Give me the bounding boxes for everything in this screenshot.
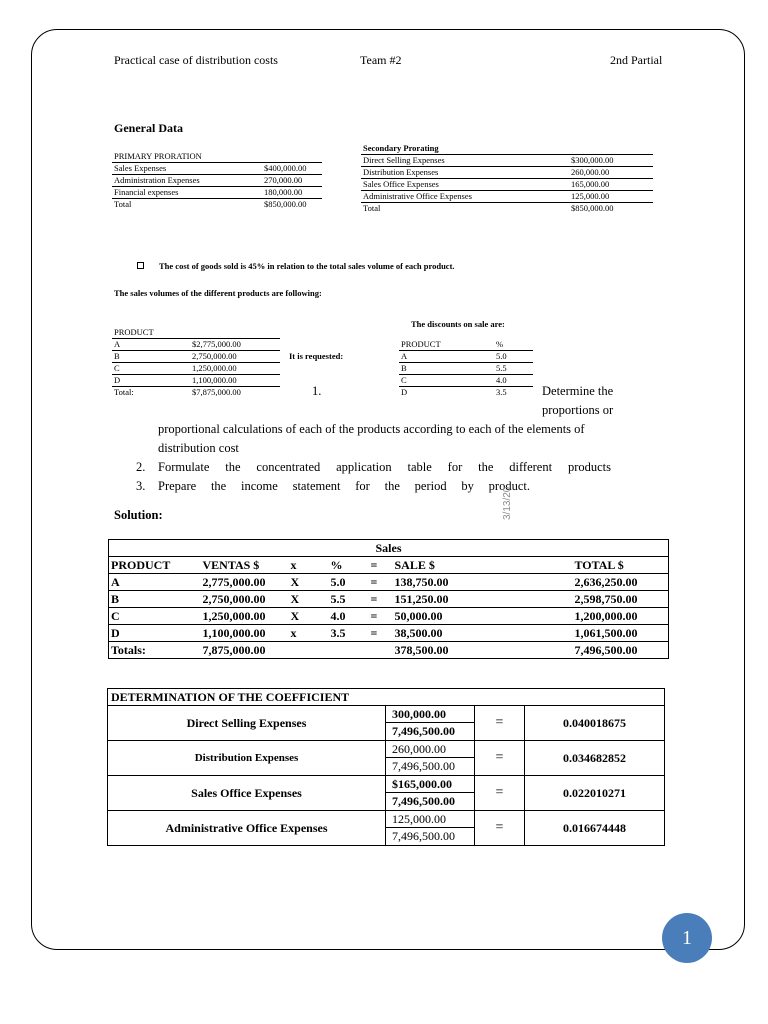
sales-cell: 38,500.00 [393, 625, 573, 642]
sales-cell: 1,200,000.00 [573, 608, 669, 625]
coefficient-fraction [386, 811, 475, 846]
volume-product: B [112, 350, 190, 362]
sales-total-cell: Totals: [111, 643, 146, 657]
secondary-value: $850,000.00 [571, 203, 614, 213]
sales-total-cell [289, 642, 329, 659]
coefficient-numerator: 125,000.00 [386, 811, 474, 828]
sales-header: VENTAS $ [201, 557, 289, 574]
secondary-label: Administrative Office Expenses [361, 190, 569, 202]
volume-value: 1,100,000.00 [190, 374, 280, 386]
sales-cell: X [289, 574, 329, 591]
request-text: proportions or [542, 403, 614, 417]
sales-cell: D [109, 625, 201, 642]
table-row [109, 591, 669, 608]
primary-value: 270,000.00 [262, 174, 322, 186]
request-number: 3. [136, 479, 146, 493]
coefficient-numerator: $165,000.00 [386, 776, 474, 793]
volume-product: A [112, 338, 190, 350]
secondary-value: 260,000.00 [569, 166, 653, 178]
sales-header: % [329, 557, 369, 574]
sales-cell: C [109, 608, 201, 625]
sales-cell: B [109, 591, 201, 608]
sales-cell: 4.0 [329, 608, 369, 625]
sales-cell: X [289, 591, 329, 608]
sales-cell: 2,750,000.00 [201, 591, 289, 608]
primary-label: Financial expenses [112, 186, 262, 198]
sales-header: PRODUCT [109, 557, 201, 574]
sales-cell: 138,750.00 [393, 574, 573, 591]
primary-proration-table [112, 150, 322, 210]
request-number: 2. [136, 460, 146, 474]
sales-cell: = [369, 574, 393, 591]
coefficient-label: Distribution Expenses [108, 741, 386, 776]
coefficient-table [107, 688, 665, 846]
sales-cell: 5.5 [329, 591, 369, 608]
solution-heading: Solution: [114, 508, 163, 522]
sales-cell: 5.0 [329, 574, 369, 591]
volume-value: $7,875,000.00 [192, 387, 241, 397]
coefficient-fraction [386, 776, 475, 811]
sales-cell: = [369, 625, 393, 642]
discounts-col-pct: % [494, 338, 533, 350]
sales-header: x [289, 557, 329, 574]
discount-pct: 4.0 [494, 374, 533, 386]
coefficient-result: 0.022010271 [525, 776, 665, 811]
request-text: Determine the [542, 384, 614, 398]
coefficient-denominator: 7,496,500.00 [392, 794, 455, 808]
discount-product: D [401, 387, 408, 397]
secondary-caption: Secondary Prorating [361, 142, 653, 154]
request-text: distribution cost [158, 441, 239, 455]
sales-cell: 1,100,000.00 [201, 625, 289, 642]
secondary-value: 125,000.00 [569, 190, 653, 202]
sales-cell: 2,598,750.00 [573, 591, 669, 608]
secondary-label: Direct Selling Expenses [361, 154, 569, 166]
equals-sign: = [475, 706, 525, 741]
request-text: proportional calculations of each of the products according to each of the elements of [158, 422, 585, 436]
sales-cell: 2,636,250.00 [573, 574, 669, 591]
sales-cell: x [289, 625, 329, 642]
cost-note: The cost of goods sold is 45% in relation to the total sales volume of each product. [159, 261, 455, 271]
volume-value: 1,250,000.00 [190, 362, 280, 374]
discount-product: A [399, 350, 494, 362]
general-data-heading: General Data [114, 121, 183, 135]
primary-label: Total [114, 199, 132, 209]
coefficient-numerator: 300,000.00 [386, 706, 474, 723]
sales-cell: 151,250.00 [393, 591, 573, 608]
coefficient-result: 0.034682852 [525, 741, 665, 776]
coefficient-title: DETERMINATION OF THE COEFFICIENT [108, 689, 665, 706]
coefficient-row [108, 776, 665, 811]
primary-label: Sales Expenses [112, 162, 262, 174]
equals-sign: = [475, 776, 525, 811]
coefficient-row [108, 741, 665, 776]
table-row [109, 574, 669, 591]
volume-product: Total: [114, 387, 134, 397]
table-row [109, 608, 669, 625]
request-text: Formulate the concentrated application table for the different products [158, 460, 611, 474]
sales-volumes-intro: The sales volumes of the different products are following: [114, 288, 322, 298]
sales-cell: X [289, 608, 329, 625]
discounts-title: The discounts on sale are: [411, 319, 505, 329]
request-number: 1. [312, 384, 322, 398]
discount-pct: 5.0 [494, 350, 533, 362]
secondary-label: Sales Office Expenses [361, 178, 569, 190]
request-text: Prepare the income statement for the period by product. [158, 479, 530, 493]
date-stamp: 3/13/20 [502, 486, 513, 520]
sales-cell: = [369, 591, 393, 608]
secondary-label: Total [363, 203, 381, 213]
sales-total-cell: 378,500.00 [394, 643, 449, 657]
equals-sign: = [475, 741, 525, 776]
totals-row [109, 642, 669, 659]
primary-value: $400,000.00 [262, 162, 322, 174]
header-title: Practical case of distribution costs [114, 53, 278, 67]
sales-cell: 50,000.00 [393, 608, 573, 625]
sales-cell: = [369, 608, 393, 625]
primary-label: Administration Expenses [112, 174, 262, 186]
sales-header: TOTAL $ [573, 557, 669, 574]
primary-value: 180,000.00 [262, 186, 322, 198]
sales-total-cell [329, 642, 369, 659]
coefficient-row [108, 811, 665, 846]
secondary-value: 165,000.00 [569, 178, 653, 190]
header-team: Team #2 [360, 53, 402, 67]
sales-cell: A [109, 574, 201, 591]
sales-cell: 2,775,000.00 [201, 574, 289, 591]
coefficient-label: Direct Selling Expenses [108, 706, 386, 741]
sales-total-cell: 7,496,500.00 [574, 643, 638, 657]
sales-cell: 3.5 [329, 625, 369, 642]
volumes-caption: PRODUCT [112, 326, 280, 338]
volume-product: C [112, 362, 190, 374]
sales-total-cell [369, 642, 393, 659]
requested-label: It is requested: [289, 351, 344, 361]
primary-caption: PRIMARY PRORATION [112, 150, 322, 162]
discounts-col-product: PRODUCT [399, 338, 494, 350]
discount-product: B [399, 362, 494, 374]
coefficient-fraction [386, 706, 475, 741]
header-partial: 2nd Partial [610, 53, 663, 67]
volume-product: D [112, 374, 190, 386]
coefficient-label: Administrative Office Expenses [108, 811, 386, 846]
coefficient-denominator: 7,496,500.00 [392, 724, 455, 738]
bullet-box-icon [137, 262, 144, 269]
discounts-table [399, 338, 533, 398]
discount-pct: 3.5 [496, 387, 507, 397]
sales-table-title: Sales [109, 540, 669, 557]
sales-total-cell: 7,875,000.00 [202, 643, 266, 657]
sales-cell: 1,250,000.00 [201, 608, 289, 625]
coefficient-denominator: 7,496,500.00 [392, 759, 455, 773]
secondary-value: $300,000.00 [569, 154, 653, 166]
secondary-prorating-table [361, 142, 653, 214]
page-number-badge: 1 [662, 913, 712, 963]
sales-header: SALE $ [393, 557, 573, 574]
coefficient-numerator: 260,000.00 [386, 741, 474, 758]
coefficient-denominator: 7,496,500.00 [392, 829, 455, 843]
secondary-label: Distribution Expenses [361, 166, 569, 178]
table-row [109, 625, 669, 642]
volume-value: $2,775,000.00 [190, 338, 280, 350]
coefficient-result: 0.016674448 [525, 811, 665, 846]
primary-value: $850,000.00 [264, 199, 307, 209]
coefficient-result: 0.040018675 [525, 706, 665, 741]
sales-table [108, 539, 669, 659]
discount-product: C [399, 374, 494, 386]
coefficient-row [108, 706, 665, 741]
volume-value: 2,750,000.00 [190, 350, 280, 362]
coefficient-fraction [386, 741, 475, 776]
discount-pct: 5.5 [494, 362, 533, 374]
product-volumes-table [112, 326, 280, 398]
equals-sign: = [475, 811, 525, 846]
coefficient-label: Sales Office Expenses [108, 776, 386, 811]
sales-header: = [369, 557, 393, 574]
sales-cell: 1,061,500.00 [573, 625, 669, 642]
